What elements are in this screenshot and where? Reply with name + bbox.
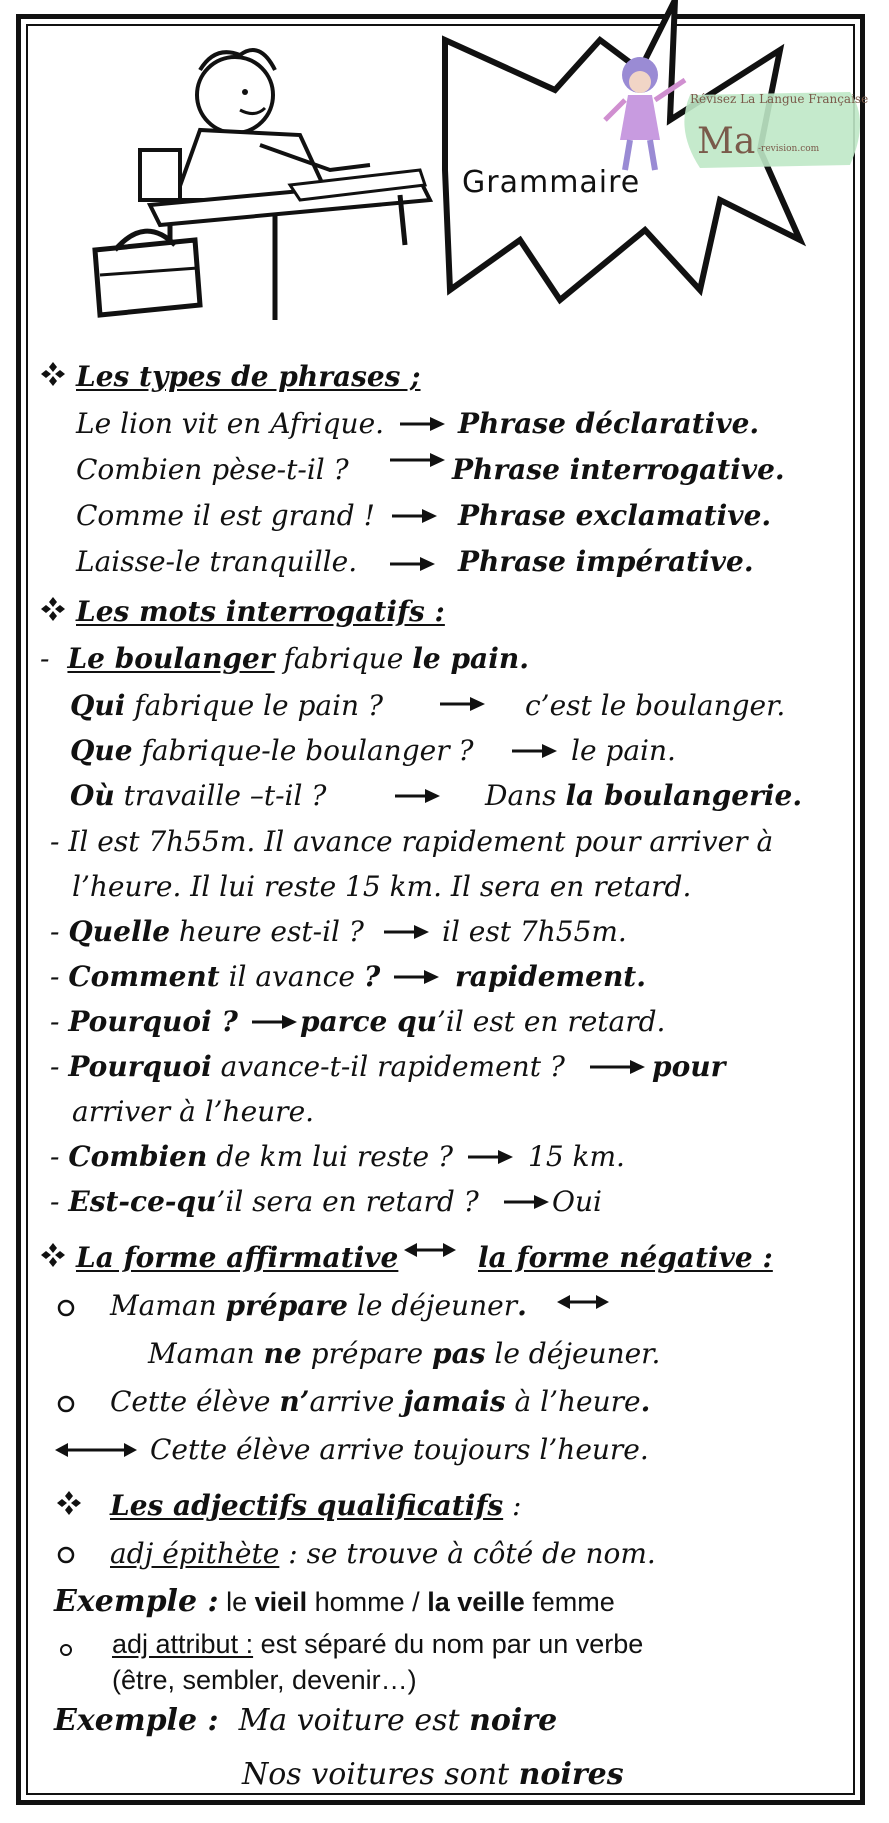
schoolbag-icon xyxy=(95,240,200,315)
arrow-right-icon xyxy=(392,508,438,524)
example-line: - Le boulanger fabrique le pain. xyxy=(40,642,529,675)
definition-attribut: adj attribut : est séparé du nom par un verbe xyxy=(112,1629,644,1659)
definition-attribut-line2: (être, sembler, devenir…) xyxy=(112,1665,417,1695)
answer-est-ce-que: Oui xyxy=(552,1185,602,1218)
example-sentence-3: Comme il est grand ! xyxy=(76,499,375,532)
example-attribut-line2: Nos voitures sont noires xyxy=(242,1757,624,1792)
question-ou: Où travaille –t-il ? xyxy=(70,779,327,812)
section-heading-interrogatifs: Les mots interrogatifs : xyxy=(76,595,445,628)
definition-epithete: adj épithète : se trouve à côté de nom. xyxy=(110,1537,656,1570)
answer-ou: Dans la boulangerie. xyxy=(485,779,803,812)
page-title: Grammaire xyxy=(462,165,641,200)
circle-bullet-icon xyxy=(56,1545,76,1565)
diamond-bullet-icon xyxy=(40,1242,66,1268)
double-arrow-icon xyxy=(403,1242,457,1258)
answer-qui: c’est le boulanger. xyxy=(525,689,786,722)
section-heading-forme-negative: la forme négative : xyxy=(478,1241,773,1274)
answer-comment: rapidement. xyxy=(455,960,646,993)
circle-bullet-icon xyxy=(56,1394,76,1414)
phrase-type-4: Phrase impérative. xyxy=(458,545,754,578)
answer-pourquoi-2: pour xyxy=(652,1050,726,1083)
arrow-right-icon xyxy=(504,1194,550,1210)
student-illustration xyxy=(0,0,889,320)
section-heading-adjectifs: Les adjectifs qualificatifs : xyxy=(110,1489,522,1522)
example-epithete: Exemple : le vieil homme / la veille femme xyxy=(54,1584,615,1619)
diamond-bullet-icon xyxy=(56,1490,82,1516)
arrow-right-icon xyxy=(512,743,558,759)
text-line-1: - Il est 7h55m. Il avance rapidement pour arriver à xyxy=(50,825,774,858)
logo-tagline: Révisez La Langue Française xyxy=(690,92,869,106)
diamond-bullet-icon xyxy=(40,361,66,387)
logo-brand: Ma xyxy=(697,121,756,162)
circle-bullet-icon xyxy=(58,1642,74,1658)
question-pourquoi: - Pourquoi ? xyxy=(50,1005,238,1038)
diamond-bullet-icon xyxy=(40,596,66,622)
section-heading-forme-affirmative: La forme affirmative xyxy=(76,1241,399,1274)
arrow-right-icon xyxy=(394,969,440,985)
double-arrow-icon xyxy=(54,1442,138,1458)
arrow-right-icon xyxy=(590,1059,646,1075)
phrase-type-2: Phrase interrogative. xyxy=(452,453,785,486)
text-line-2: l’heure. Il lui reste 15 km. Il sera en retard. xyxy=(72,870,692,903)
double-arrow-icon xyxy=(556,1294,610,1310)
example-affirmative-2: Cette élève arrive toujours l’heure. xyxy=(150,1433,649,1466)
arrow-right-icon xyxy=(468,1149,514,1165)
example-attribut: Exemple : Ma voiture est noire xyxy=(54,1703,558,1738)
phrase-type-3: Phrase exclamative. xyxy=(458,499,772,532)
logo-site: -revision.com xyxy=(758,144,820,154)
arrow-right-icon xyxy=(252,1014,298,1030)
answer-que: le pain. xyxy=(571,734,676,767)
question-quelle: - Quelle heure est-il ? xyxy=(50,915,364,948)
answer-pourquoi: parce qu’il est en retard. xyxy=(300,1005,666,1038)
question-qui: Qui fabrique le pain ? xyxy=(70,689,383,722)
circle-bullet-icon xyxy=(56,1298,76,1318)
example-negative-2: Cette élève n’arrive jamais à l’heure. xyxy=(110,1385,651,1418)
example-affirmative-1: Maman prépare le déjeuner. xyxy=(110,1289,527,1322)
example-sentence-1: Le lion vit en Afrique. xyxy=(76,407,385,440)
example-sentence-2: Combien pèse-t-il ? xyxy=(76,453,349,486)
question-pourquoi-2: - Pourquoi avance-t-il rapidement ? xyxy=(50,1050,565,1083)
example-sentence-4: Laisse-le tranquille. xyxy=(76,545,358,578)
arrow-right-icon xyxy=(390,556,436,572)
arrow-right-icon xyxy=(395,788,441,804)
arrow-right-icon xyxy=(400,416,446,432)
arrow-right-icon xyxy=(384,924,430,940)
example-negative-1: Maman ne prépare pas le déjeuner. xyxy=(148,1337,661,1370)
answer-pourquoi-2-line2: arriver à l’heure. xyxy=(72,1095,315,1128)
arrow-right-icon xyxy=(440,696,486,712)
arrow-right-icon xyxy=(390,452,446,468)
question-que: Que fabrique-le boulanger ? xyxy=(70,734,474,767)
question-est-ce-que: - Est-ce-qu’il sera en retard ? xyxy=(50,1185,479,1218)
answer-combien: 15 km. xyxy=(528,1140,625,1173)
question-comment: - Comment il avance ? xyxy=(50,960,381,993)
section-heading-types: Les types de phrases ; xyxy=(76,360,421,393)
phrase-type-1: Phrase déclarative. xyxy=(458,407,760,440)
question-combien: - Combien de km lui reste ? xyxy=(50,1140,453,1173)
answer-quelle: il est 7h55m. xyxy=(442,915,627,948)
